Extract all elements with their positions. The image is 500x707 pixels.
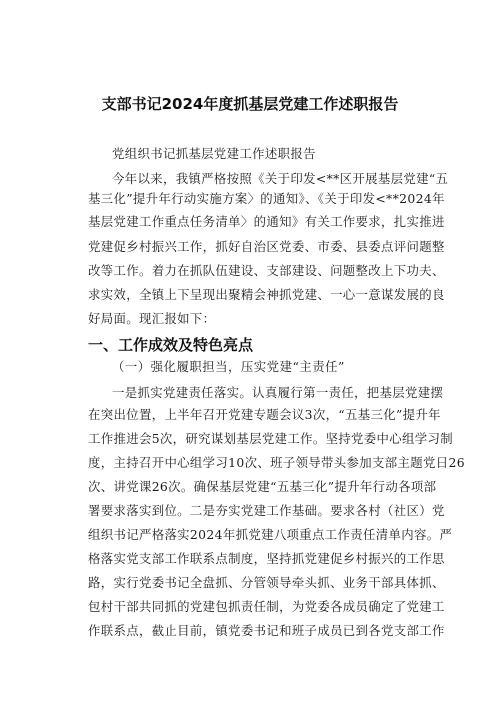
subsection-heading: （一）强化履职担当，压实党建“主责任” bbox=[112, 359, 345, 374]
paragraph-line: 路，实行党委书记全盘抓、分管领导牵头抓、业务干部具体抓、 bbox=[88, 575, 445, 590]
paragraph-line: 署要求落实到位。二是夯实党建工作基础。要求各村（社区）党 bbox=[88, 503, 445, 518]
paragraph-line: 度，主持召开中心组学习10次、班子领导带头参加支部主题党日26 bbox=[88, 455, 465, 470]
paragraph-line: 工作推进会5次，研究谋划基层党建工作。坚持党委中心组学习制 bbox=[88, 431, 453, 446]
paragraph-line: 求实效，全镇上下呈现出聚精会神抓党建、一心一意谋发展的良 bbox=[88, 287, 445, 302]
paragraph-line: 组织书记严格落实2024年抓党建八项重点工作责任清单内容。严 bbox=[88, 527, 453, 542]
paragraph-line: 作联系点，截止目前，镇党委书记和班子成员已到各党支部工作 bbox=[88, 623, 445, 638]
paragraph-line: 基层党建工作重点任务清单〉的通知》有关工作要求，扎实推进 bbox=[88, 214, 445, 229]
section-heading: 一、工作成效及特色亮点 bbox=[88, 336, 254, 354]
document-title: 支部书记2024年度抓基层党建工作述职报告 bbox=[101, 95, 399, 113]
paragraph-line: 包村干部共同抓的党建包抓责任制，为党委各成员确定了党建工 bbox=[88, 599, 445, 614]
paragraph-line: 好局面。现汇报如下： bbox=[88, 311, 216, 326]
paragraph-line: 今年以来，我镇严格按照《关于印发<**区开展基层党建“五 bbox=[112, 171, 449, 186]
paragraph-line: 格落实党支部工作联系点制度，坚持抓党建促乡村振兴的工作思 bbox=[88, 551, 445, 566]
paragraph-line: 基三化”提升年行动实施方案〉的通知》、《关于印发<**2024年 bbox=[88, 191, 445, 206]
paragraph-line: 在突出位置，上半年召开党建专题会议3次，“五基三化”提升年 bbox=[88, 407, 441, 422]
paragraph-line: 党建促乡村振兴工作，抓好自治区党委、市委、县委点评问题整 bbox=[88, 239, 445, 254]
paragraph-line: 次、讲党课26次。确保基层党建“五基三化”提升年行动各项部 bbox=[88, 479, 437, 494]
paragraph-line: 改等工作。着力在抓队伍建设、支部建设、问题整改上下功夫、 bbox=[88, 263, 445, 278]
paragraph-line: 一是抓实党建责任落实。认真履行第一责任，把基层党建摆 bbox=[112, 385, 444, 400]
document-subtitle: 党组织书记抓基层党建工作述职报告 bbox=[112, 146, 316, 161]
